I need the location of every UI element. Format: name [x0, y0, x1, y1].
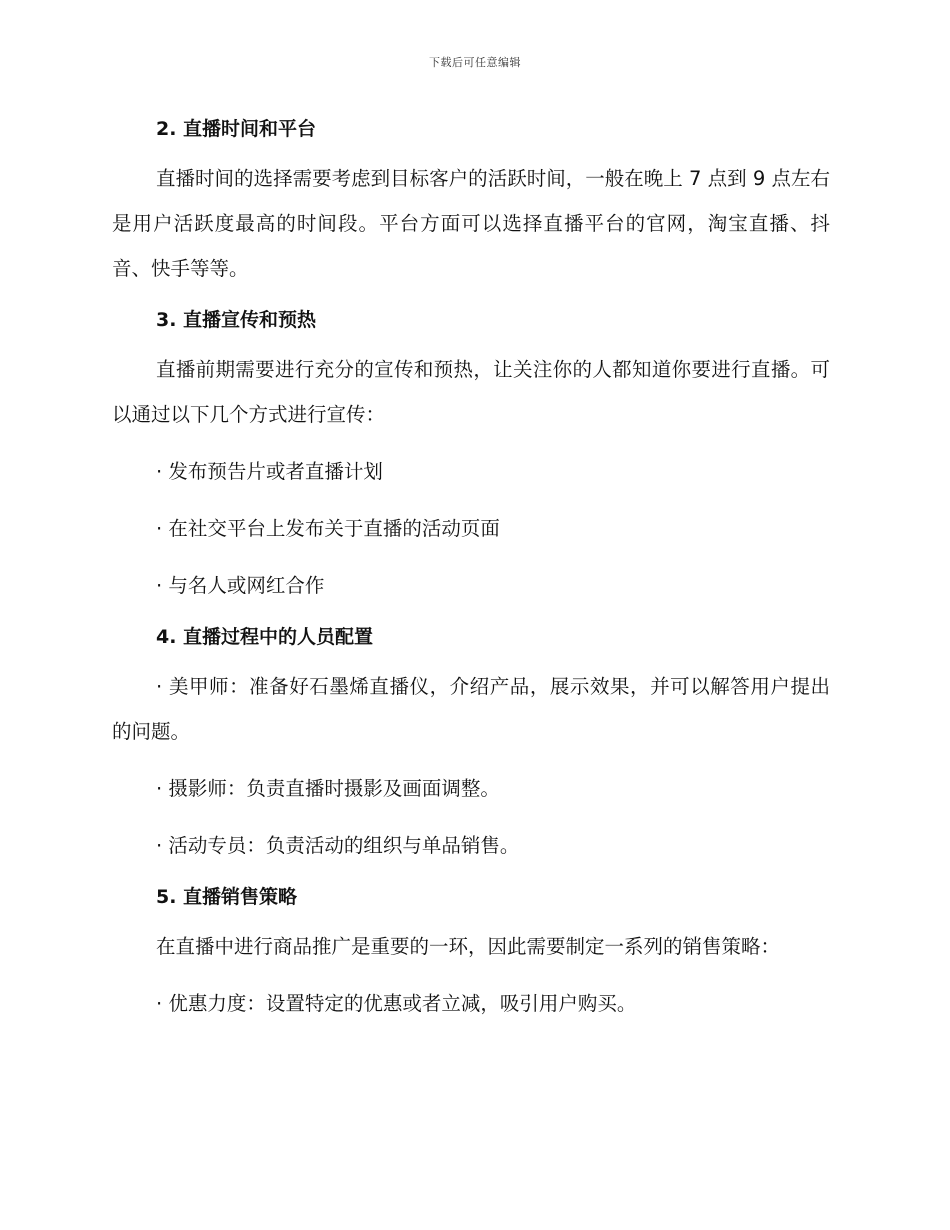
header-note: 下载后可任意编辑: [429, 56, 521, 69]
document-body: [112, 114, 830, 1026]
bullet-item: · 在社交平台上发布关于直播的活动页面: [156, 517, 500, 540]
section-heading-3: 3. 直播宣传和预热: [156, 309, 317, 331]
section-paragraph-3: 直播前期需要进行充分的宣传和预热，让关注你的人都知道你要进行直播。可以通过以下几个方式进行宣传：: [112, 358, 830, 426]
bullet-item: · 美甲师：准备好石墨烯直播仪，介绍产品，展示效果，并可以解答用户提出的问题。: [112, 675, 830, 743]
bullet-item: · 发布预告片或者直播计划: [156, 460, 383, 483]
bullet-item: · 优惠力度：设置特定的优惠或者立减，吸引用户购买。: [156, 992, 637, 1015]
bullet-item: · 与名人或网红合作: [156, 574, 325, 597]
section-heading-5: 5. 直播销售策略: [156, 886, 298, 908]
bullet-item: · 活动专员：负责活动的组织与单品销售。: [156, 834, 520, 857]
section-paragraph-2: 直播时间的选择需要考虑到目标客户的活跃时间，一般在晚上 7 点到 9 点左右是用户活跃度最高的时间段。平台方面可以选择直播平台的官网，淘宝直播、抖音、快手等等。: [112, 167, 830, 280]
section-heading-4: 4. 直播过程中的人员配置: [156, 626, 374, 648]
section-paragraph-5: 在直播中进行商品推广是重要的一环，因此需要制定一系列的销售策略：: [156, 935, 781, 958]
bullet-item: · 摄影师：负责直播时摄影及画面调整。: [156, 777, 500, 800]
section-heading-2: 2. 直播时间和平台: [156, 118, 317, 140]
